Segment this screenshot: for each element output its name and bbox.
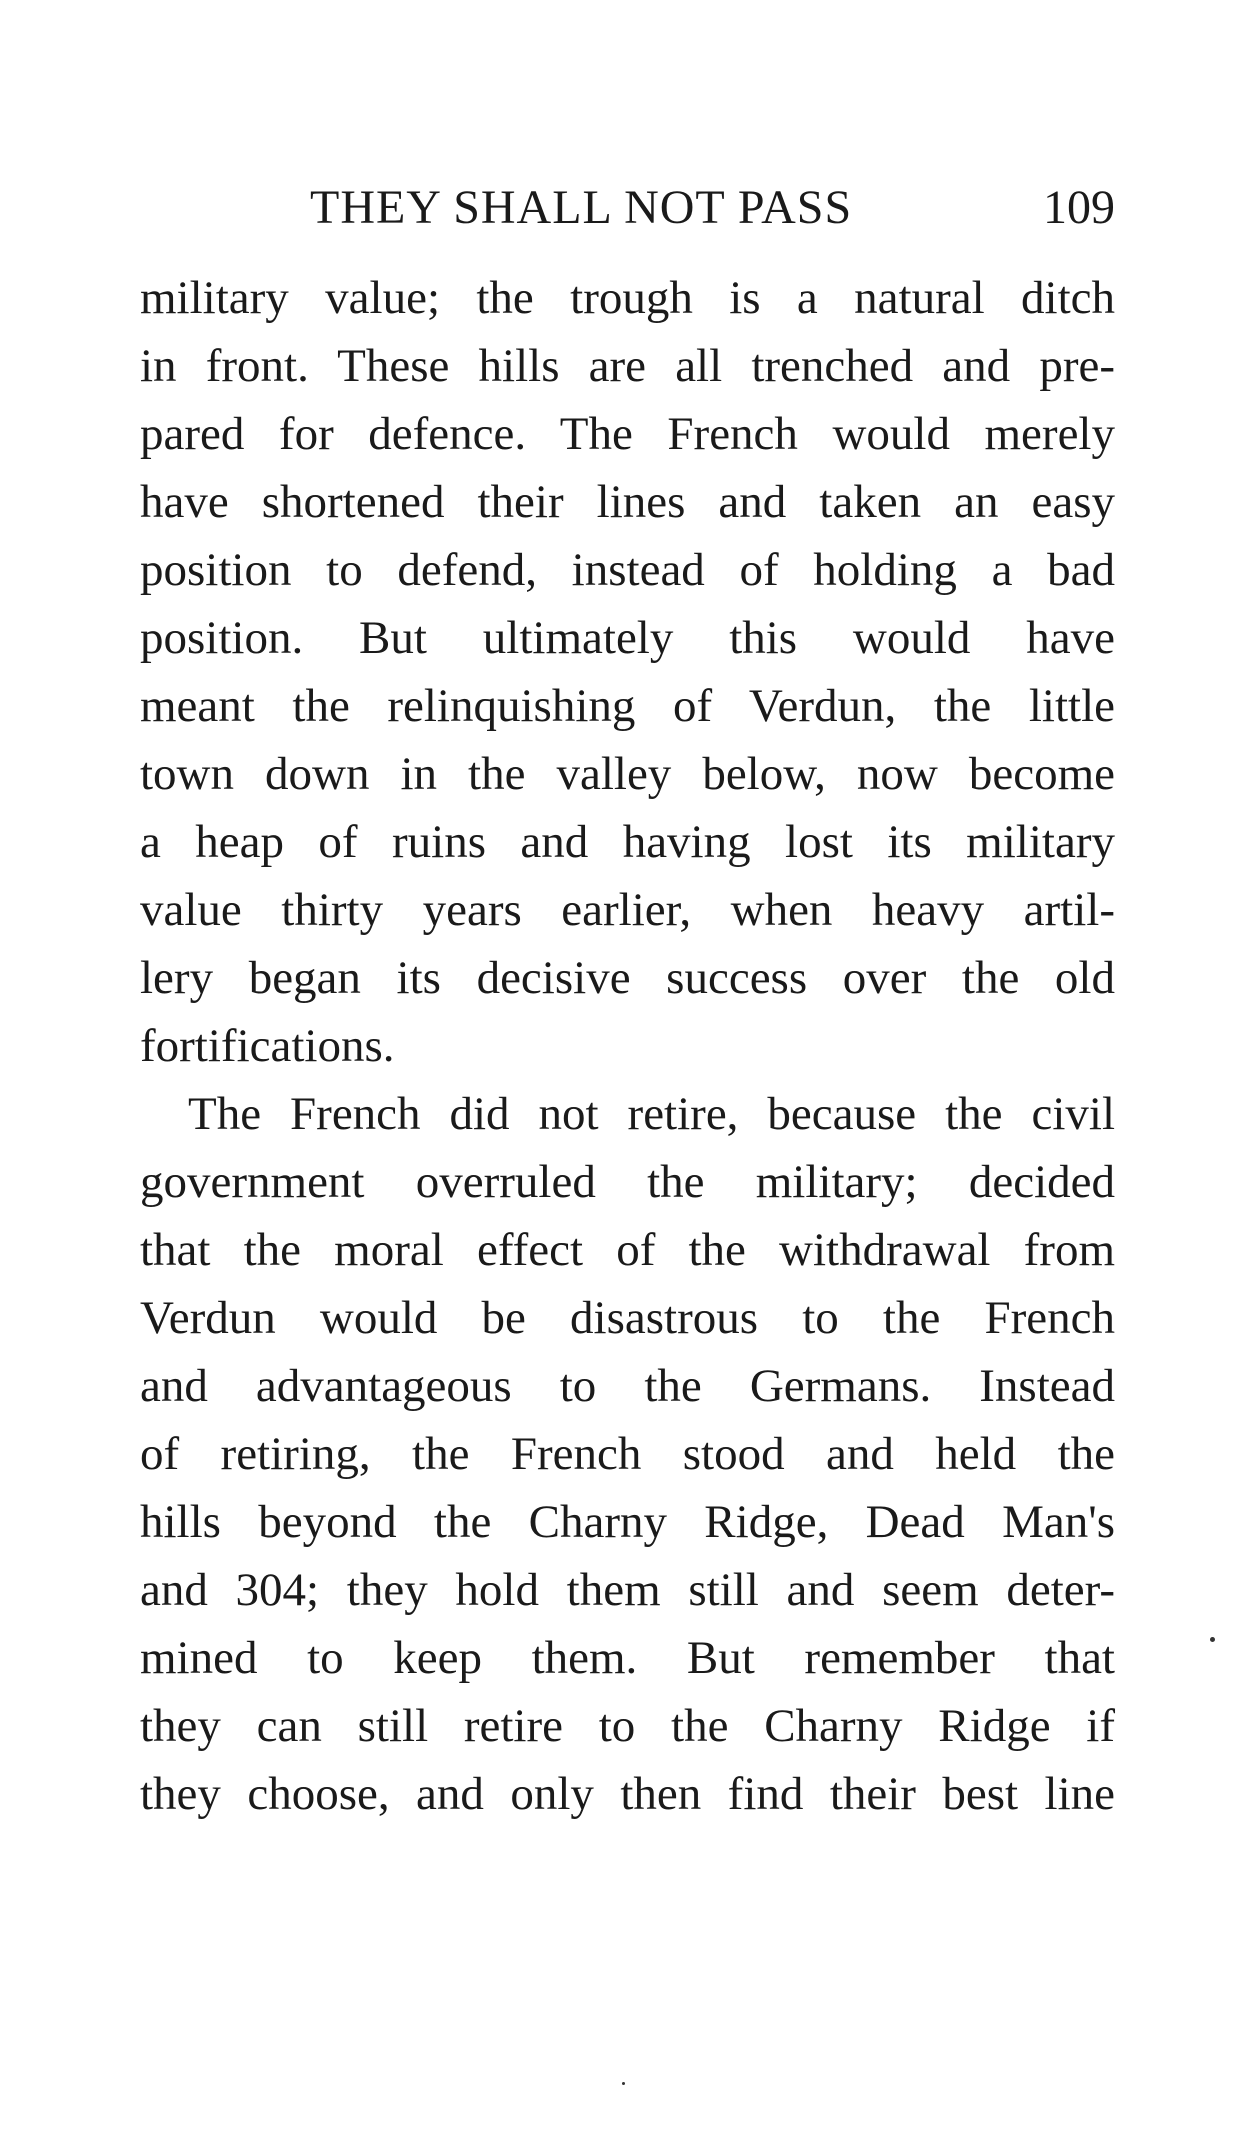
text-line: lery began its decisive success over the old (140, 952, 1115, 1004)
body-text (140, 264, 1115, 1828)
text-line: and 304; they hold them still and seem deter- (140, 1564, 1115, 1616)
text-line: meant the relinquishing of Verdun, the little (140, 680, 1115, 732)
running-head (140, 178, 1115, 238)
ink-speck (1210, 1637, 1215, 1642)
text-line: military value; the trough is a natural ditch (140, 272, 1115, 324)
text-line: in front. These hills are all trenched and pre- (140, 340, 1115, 392)
text-line: and advantageous to the Germans. Instead (140, 1360, 1115, 1412)
text-line: pared for defence. The French would merely (140, 408, 1115, 460)
text-line: position to defend, instead of holding a bad (140, 544, 1115, 596)
text-line: that the moral effect of the withdrawal from (140, 1224, 1115, 1276)
text-line: have shortened their lines and taken an easy (140, 476, 1115, 528)
page-number: 109 (1043, 181, 1115, 234)
text-line: position. But ultimately this would have (140, 612, 1115, 664)
paragraph (140, 264, 1115, 1080)
text-line: town down in the valley below, now become (140, 748, 1115, 800)
text-line: they choose, and only then find their best line (140, 1768, 1115, 1820)
text-line: mined to keep them. But remember that (140, 1632, 1115, 1684)
text-line: fortifications. (140, 1020, 395, 1072)
text-line: they can still retire to the Charny Ridge if (140, 1700, 1115, 1752)
text-line: Verdun would be disastrous to the French (140, 1292, 1115, 1344)
text-line: hills beyond the Charny Ridge, Dead Man's (140, 1496, 1115, 1548)
text-line: of retiring, the French stood and held the (140, 1428, 1115, 1480)
ink-speck (622, 2082, 625, 2085)
text-line: value thirty years earlier, when heavy artil- (140, 884, 1115, 936)
text-line: a heap of ruins and having lost its military (140, 816, 1115, 868)
paragraph (140, 1080, 1115, 1828)
running-title: THEY SHALL NOT PASS (310, 181, 853, 234)
text-line: The French did not retire, because the civil (188, 1088, 1115, 1140)
text-line: government overruled the military; decided (140, 1156, 1115, 1208)
